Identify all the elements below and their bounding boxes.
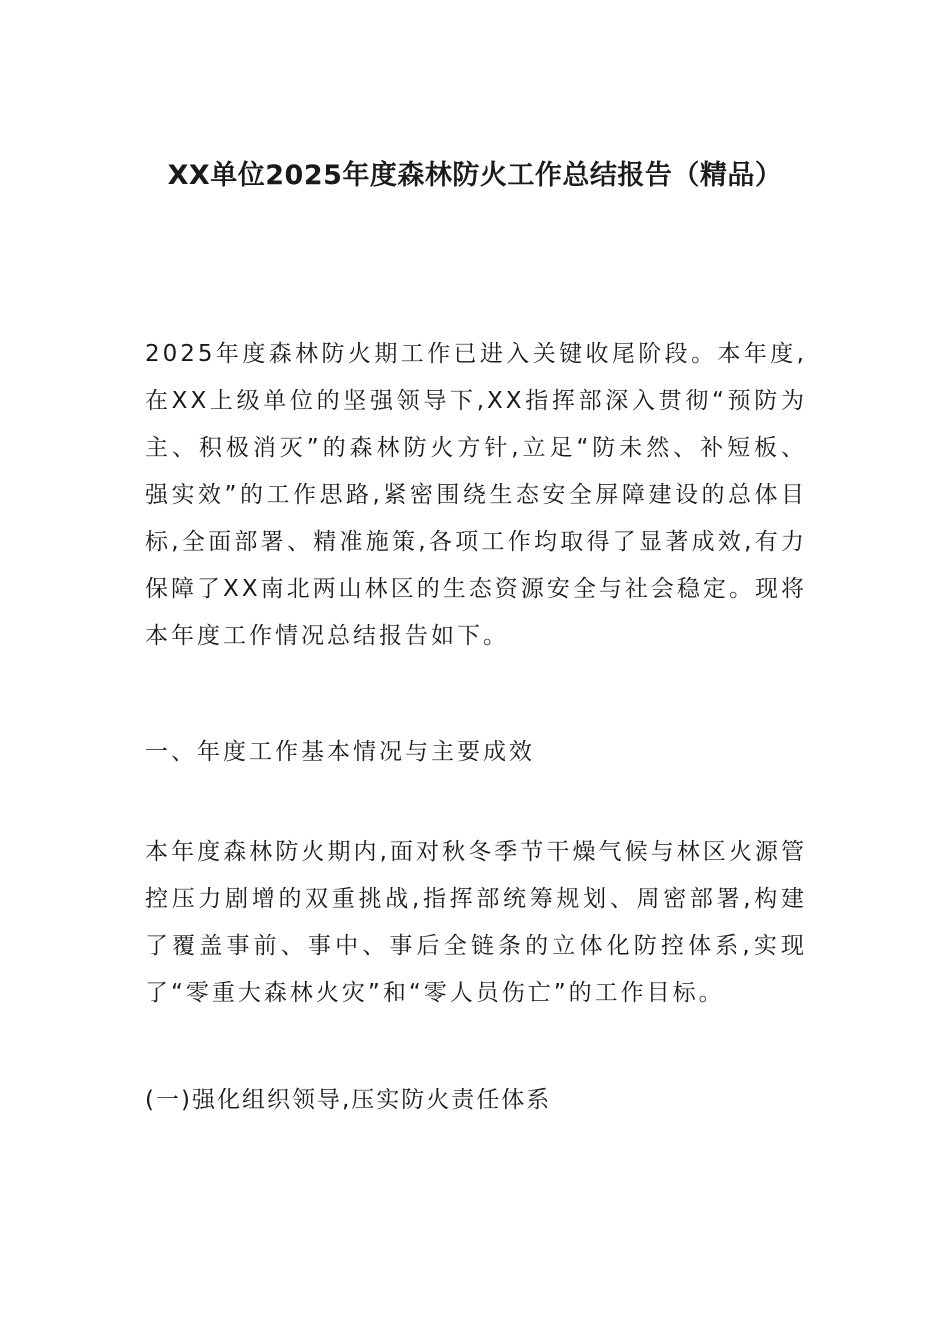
section-paragraph: 本年度森林防火期内,面对秋冬季节干燥气候与林区火源管控压力剧增的双重挑战,指挥部统筹规划、周密部署,构建了覆盖事前、事中、事后全链条的立体化防控体系,实现了“零重大森林火灾”和“零人员伤亡”的工作目标。 (145, 839, 807, 1006)
subsection-heading: (一)强化组织领导,压实防火责任体系 (145, 1087, 552, 1113)
intro-paragraph: 2025年度森林防火期工作已进入关键收尾阶段。本年度,在XX上级单位的坚强领导下,XX指挥部深入贯彻“预防为主、积极消灭”的森林防火方针,立足“防未然、补短板、强实效”的工作思路,紧密围绕生态安全屏障建设的总体目标,全面部署、精准施策,各项工作均取得了显著成效,有力保障了XX南北两山林区的生态资源安全与社会稳定。现将本年度工作情况总结报告如下。 (145, 341, 807, 649)
document-title: XX单位2025年度森林防火工作总结报告（精品） (167, 160, 783, 191)
section-heading: 一、年度工作基本情况与主要成效 (145, 739, 535, 765)
